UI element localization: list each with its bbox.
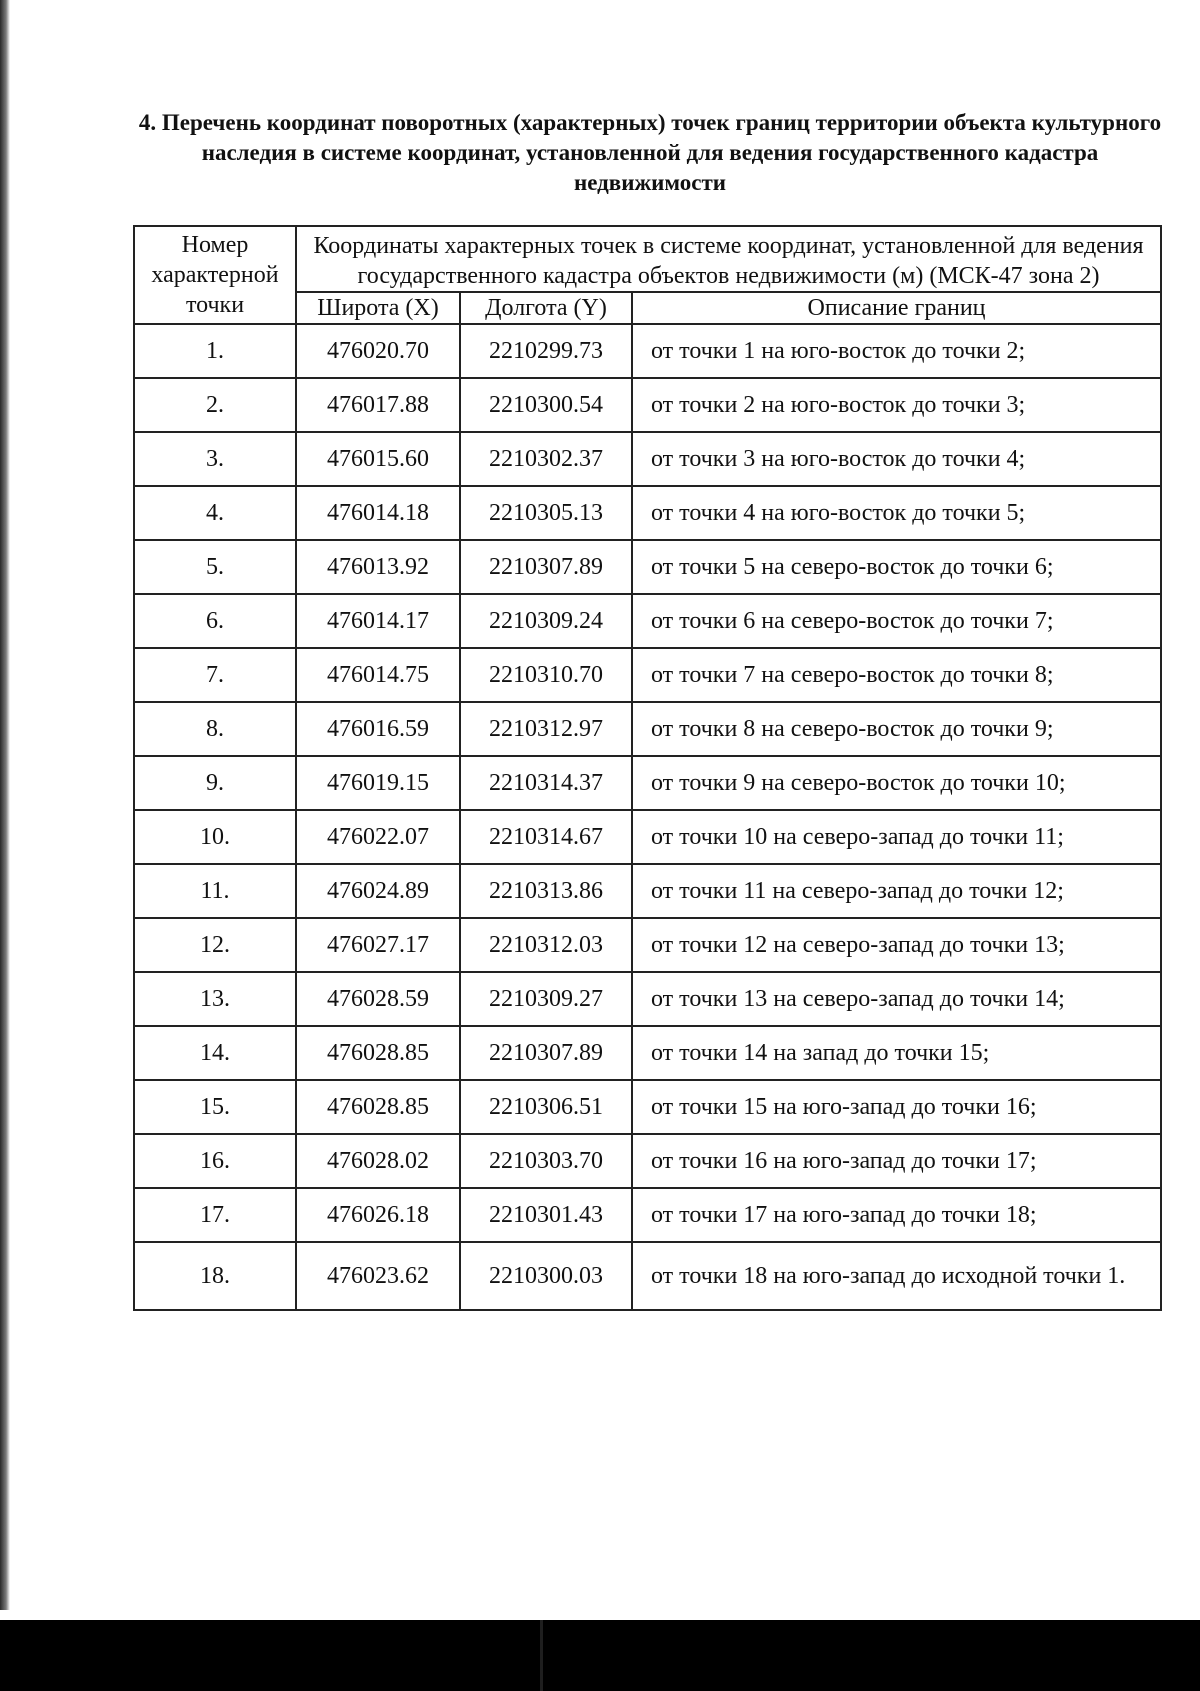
boundary-description-cell: от точки 2 на юго-восток до точки 3; xyxy=(632,378,1161,432)
latitude-x-cell: 476028.85 xyxy=(296,1026,460,1080)
point-number-cell: 18. xyxy=(134,1242,296,1310)
table-row xyxy=(134,918,1161,972)
point-number-cell: 12. xyxy=(134,918,296,972)
table-body xyxy=(134,324,1161,1310)
longitude-y-cell: 2210300.03 xyxy=(460,1242,632,1310)
table-row xyxy=(134,378,1161,432)
boundary-description-cell: от точки 15 на юго-запад до точки 16; xyxy=(632,1080,1161,1134)
point-number-cell: 6. xyxy=(134,594,296,648)
table-row xyxy=(134,540,1161,594)
latitude-x-cell: 476024.89 xyxy=(296,864,460,918)
point-number-cell: 4. xyxy=(134,486,296,540)
point-number-cell: 15. xyxy=(134,1080,296,1134)
point-number-cell: 8. xyxy=(134,702,296,756)
point-number-cell: 10. xyxy=(134,810,296,864)
boundary-description-cell: от точки 7 на северо-восток до точки 8; xyxy=(632,648,1161,702)
point-number-cell: 9. xyxy=(134,756,296,810)
longitude-y-cell: 2210314.37 xyxy=(460,756,632,810)
table-row xyxy=(134,756,1161,810)
boundary-description-cell: от точки 13 на северо-запад до точки 14; xyxy=(632,972,1161,1026)
longitude-y-cell: 2210313.86 xyxy=(460,864,632,918)
scan-footer-band xyxy=(0,1620,1200,1691)
document-title: 4. Перечень координат поворотных (характерных) точек границ территории объекта культурного наследия в системе координат, установленной для ведения государственного кадастра недвижимости xyxy=(138,110,1162,195)
table-row xyxy=(134,648,1161,702)
table-row xyxy=(134,972,1161,1026)
latitude-x-cell: 476014.17 xyxy=(296,594,460,648)
longitude-y-cell: 2210305.13 xyxy=(460,486,632,540)
table-row xyxy=(134,1242,1161,1310)
point-number-cell: 13. xyxy=(134,972,296,1026)
point-number-cell: 17. xyxy=(134,1188,296,1242)
latitude-x-cell: 476020.70 xyxy=(296,324,460,378)
header-coordinates: Координаты характерных точек в системе координат, установленной для ведения государственного кадастра объектов недвижимости (м) (МСК-47 зона 2) xyxy=(296,226,1161,292)
table-row xyxy=(134,1026,1161,1080)
table-row xyxy=(134,594,1161,648)
boundary-description-cell: от точки 6 на северо-восток до точки 7; xyxy=(632,594,1161,648)
latitude-x-cell: 476014.75 xyxy=(296,648,460,702)
point-number-cell: 7. xyxy=(134,648,296,702)
coordinates-table xyxy=(133,225,1162,1311)
boundary-description-cell: от точки 1 на юго-восток до точки 2; xyxy=(632,324,1161,378)
header-point-number: Номер характерной точки xyxy=(134,226,296,324)
latitude-x-cell: 476023.62 xyxy=(296,1242,460,1310)
boundary-description-cell: от точки 3 на юго-восток до точки 4; xyxy=(632,432,1161,486)
boundary-description-cell: от точки 10 на северо-запад до точки 11; xyxy=(632,810,1161,864)
longitude-y-cell: 2210306.51 xyxy=(460,1080,632,1134)
boundary-description-cell: от точки 17 на юго-запад до точки 18; xyxy=(632,1188,1161,1242)
point-number-cell: 11. xyxy=(134,864,296,918)
point-number-cell: 1. xyxy=(134,324,296,378)
header-boundary-description: Описание границ xyxy=(632,292,1161,324)
table-row xyxy=(134,1134,1161,1188)
boundary-description-cell: от точки 11 на северо-запад до точки 12; xyxy=(632,864,1161,918)
point-number-cell: 14. xyxy=(134,1026,296,1080)
point-number-cell: 16. xyxy=(134,1134,296,1188)
longitude-y-cell: 2210309.24 xyxy=(460,594,632,648)
longitude-y-cell: 2210302.37 xyxy=(460,432,632,486)
table-row xyxy=(134,864,1161,918)
longitude-y-cell: 2210310.70 xyxy=(460,648,632,702)
latitude-x-cell: 476014.18 xyxy=(296,486,460,540)
point-number-cell: 2. xyxy=(134,378,296,432)
latitude-x-cell: 476017.88 xyxy=(296,378,460,432)
latitude-x-cell: 476028.59 xyxy=(296,972,460,1026)
longitude-y-cell: 2210303.70 xyxy=(460,1134,632,1188)
scan-edge-shadow xyxy=(0,0,10,1610)
latitude-x-cell: 476022.07 xyxy=(296,810,460,864)
table-row xyxy=(134,810,1161,864)
longitude-y-cell: 2210300.54 xyxy=(460,378,632,432)
longitude-y-cell: 2210307.89 xyxy=(460,540,632,594)
longitude-y-cell: 2210299.73 xyxy=(460,324,632,378)
latitude-x-cell: 476013.92 xyxy=(296,540,460,594)
longitude-y-cell: 2210301.43 xyxy=(460,1188,632,1242)
longitude-y-cell: 2210314.67 xyxy=(460,810,632,864)
table-row xyxy=(134,1080,1161,1134)
table-row xyxy=(134,1188,1161,1242)
latitude-x-cell: 476016.59 xyxy=(296,702,460,756)
boundary-description-cell: от точки 18 на юго-запад до исходной точки 1. xyxy=(632,1242,1161,1310)
boundary-description-cell: от точки 4 на юго-восток до точки 5; xyxy=(632,486,1161,540)
latitude-x-cell: 476028.85 xyxy=(296,1080,460,1134)
boundary-description-cell: от точки 9 на северо-восток до точки 10; xyxy=(632,756,1161,810)
latitude-x-cell: 476026.18 xyxy=(296,1188,460,1242)
header-latitude-x: Широта (X) xyxy=(296,292,460,324)
table-row xyxy=(134,432,1161,486)
boundary-description-cell: от точки 16 на юго-запад до точки 17; xyxy=(632,1134,1161,1188)
table-row xyxy=(134,324,1161,378)
point-number-cell: 5. xyxy=(134,540,296,594)
latitude-x-cell: 476028.02 xyxy=(296,1134,460,1188)
header-longitude-y: Долгота (Y) xyxy=(460,292,632,324)
longitude-y-cell: 2210312.03 xyxy=(460,918,632,972)
scan-footer-seam xyxy=(540,1620,543,1691)
latitude-x-cell: 476015.60 xyxy=(296,432,460,486)
longitude-y-cell: 2210312.97 xyxy=(460,702,632,756)
boundary-description-cell: от точки 14 на запад до точки 15; xyxy=(632,1026,1161,1080)
boundary-description-cell: от точки 8 на северо-восток до точки 9; xyxy=(632,702,1161,756)
latitude-x-cell: 476027.17 xyxy=(296,918,460,972)
table-row xyxy=(134,486,1161,540)
table-row xyxy=(134,702,1161,756)
boundary-description-cell: от точки 12 на северо-запад до точки 13; xyxy=(632,918,1161,972)
point-number-cell: 3. xyxy=(134,432,296,486)
boundary-description-cell: от точки 5 на северо-восток до точки 6; xyxy=(632,540,1161,594)
longitude-y-cell: 2210307.89 xyxy=(460,1026,632,1080)
longitude-y-cell: 2210309.27 xyxy=(460,972,632,1026)
latitude-x-cell: 476019.15 xyxy=(296,756,460,810)
